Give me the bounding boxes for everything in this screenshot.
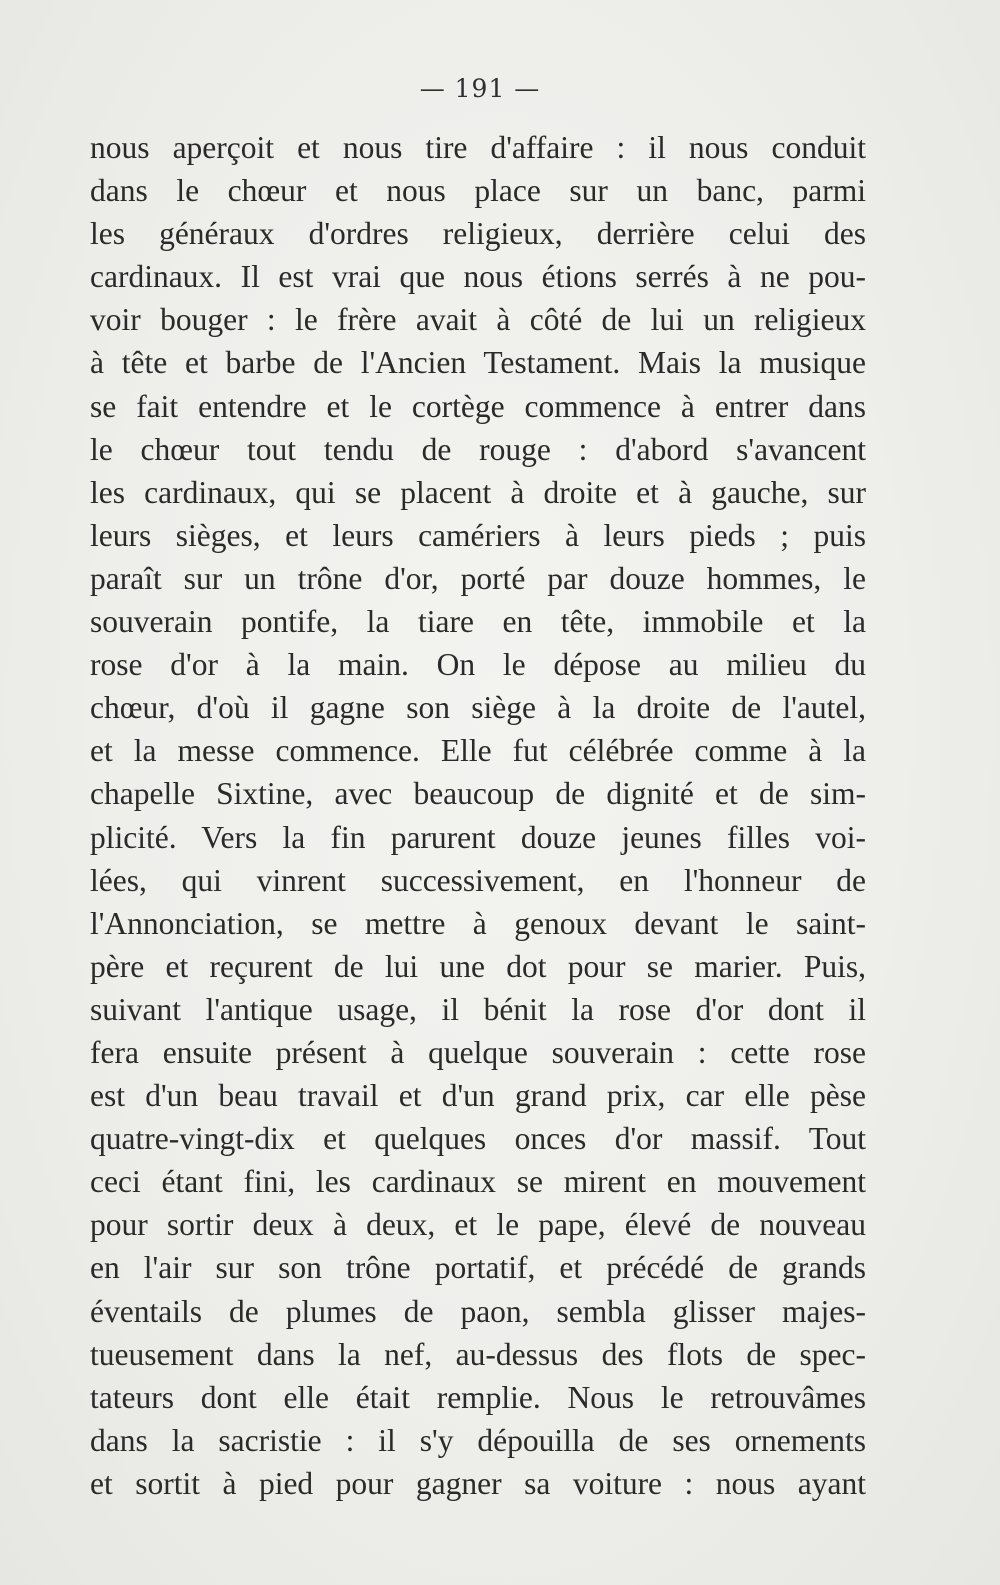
text-line: en l'air sur son trône portatif, et précédé de grands [90,1250,866,1286]
text-line: et la messe commence. Elle fut célébrée comme à la [90,733,866,769]
text-line: rose d'or à la main. On le dépose au milieu du [90,647,866,683]
text-line: leurs sièges, et leurs camériers à leurs pieds ; puis [90,517,866,553]
text-line: les cardinaux, qui se placent à droite et à gauche, sur [90,474,866,510]
body-text [90,126,866,1505]
text-line: chapelle Sixtine, avec beaucoup de dignité et de sim- [90,776,866,812]
text-line: voir bouger : le frère avait à côté de lui un religieux [90,302,866,338]
text-line: nous aperçoit et nous tire d'affaire : il nous conduit [90,130,866,165]
text-line: à tête et barbe de l'Ancien Testament. Mais la musique [90,345,866,381]
text-line: père et reçurent de lui une dot pour se marier. Puis, [90,948,866,984]
text-line: le chœur tout tendu de rouge : d'abord s'avancent [90,431,866,467]
text-line: et sortit à pied pour gagner sa voiture : nous ayant [90,1465,866,1501]
text-line: chœur, d'où il gagne son siège à la droite de l'autel, [90,690,866,726]
text-line: tueusement dans la nef, au-dessus des flots de spec- [90,1336,866,1372]
text-line: fera ensuite présent à quelque souverain : cette rose [90,1034,866,1070]
text-line: dans le chœur et nous place sur un banc, parmi [90,173,866,209]
text-line: tateurs dont elle était remplie. Nous le retrouvâmes [90,1379,866,1415]
text-line: plicité. Vers la fin parurent douze jeunes filles voi- [90,819,866,855]
text-line: l'Annonciation, se mettre à genoux devant le saint- [90,905,866,941]
text-line: souverain pontife, la tiare en tête, immobile et la [90,604,866,640]
text-line: est d'un beau travail et d'un grand prix, car elle pèse [90,1078,866,1114]
text-line: pour sortir deux à deux, et le pape, élevé de nouveau [90,1207,866,1243]
text-line: ceci étant fini, les cardinaux se mirent en mouvement [90,1164,866,1200]
text-line: quatre-vingt-dix et quelques onces d'or massif. Tout [90,1121,866,1157]
text-line: éventails de plumes de paon, sembla glisser majes- [90,1293,866,1329]
text-line: suivant l'antique usage, il bénit la rose d'or dont il [90,991,866,1027]
page-number: — 191 — [419,74,541,103]
text-line: dans la sacristie : il s'y dépouilla de ses ornements [90,1422,866,1458]
text-line: paraît sur un trône d'or, porté par douze hommes, le [90,560,866,596]
text-line: lées, qui vinrent successivement, en l'honneur de [90,862,866,898]
text-line: cardinaux. Il est vrai que nous étions serrés à ne pou- [90,259,866,295]
text-line: les généraux d'ordres religieux, derrière celui des [90,216,866,252]
text-line: se fait entendre et le cortège commence à entrer dans [90,388,866,424]
